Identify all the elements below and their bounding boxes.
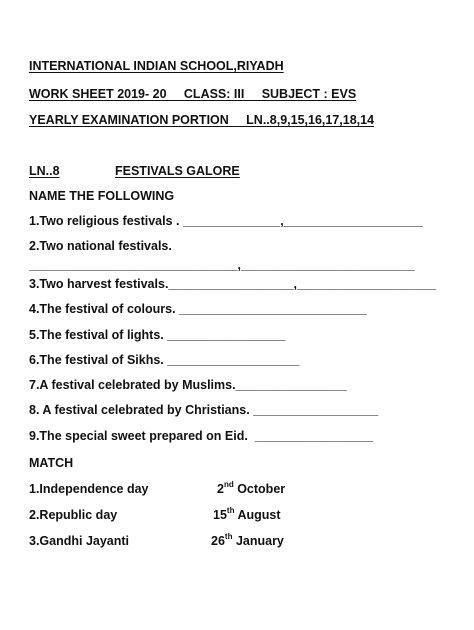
match-right-1-num: 2 (217, 482, 224, 496)
match-right-3-rest: January (232, 534, 284, 548)
match-right-2-num: 15 (213, 508, 227, 522)
question-8: 8. A festival celebrated by Christians. __________________ (29, 403, 379, 417)
lesson-title: FESTIVALS GALORE (115, 164, 240, 178)
question-3: 3.Two harvest festivals.__________________,____________________ (29, 277, 437, 291)
question-5: 5.The festival of lights. _________________ (29, 328, 286, 342)
question-4: 4.The festival of colours. ___________________________ (29, 302, 367, 316)
match-right-2 (213, 507, 281, 523)
match-right-1 (217, 481, 285, 497)
match-right-2-rest: August (234, 508, 281, 522)
question-1: 1.Two religious festivals . ______________,____________________ (29, 214, 423, 228)
match-right-2-sup: th (226, 505, 235, 515)
question-9: 9.The special sweet prepared on Eid. _________________ (29, 429, 373, 443)
question-2-blanks: ______________________________,_________________________ (29, 258, 415, 272)
match-right-1-sup: nd (223, 479, 234, 489)
match-right-3-sup: th (224, 531, 233, 541)
match-right-3-num: 26 (211, 534, 225, 548)
exam-portion: YEARLY EXAMINATION PORTION LN..8,9,15,16,17,18,14 (29, 113, 375, 127)
match-right-1-rest: October (233, 482, 286, 496)
match-left-3: 3.Gandhi Jayanti (29, 534, 130, 548)
match-left-2: 2.Republic day (29, 508, 118, 522)
lesson-number: LN..8 (29, 164, 60, 178)
name-heading: NAME THE FOLLOWING (29, 189, 175, 203)
worksheet-info: WORK SHEET 2019- 20 CLASS: III SUBJECT : EVS (29, 87, 357, 101)
match-right-3 (211, 533, 284, 549)
school-name: INTERNATIONAL INDIAN SCHOOL,RIYADH (29, 59, 284, 73)
question-2: 2.Two national festivals. (29, 239, 172, 253)
question-7: 7.A festival celebrated by Muslims.________________ (29, 378, 347, 392)
match-left-1: 1.Independence day (29, 482, 149, 496)
question-6: 6.The festival of Sikhs. ___________________ (29, 353, 300, 367)
match-heading: MATCH (29, 456, 74, 470)
